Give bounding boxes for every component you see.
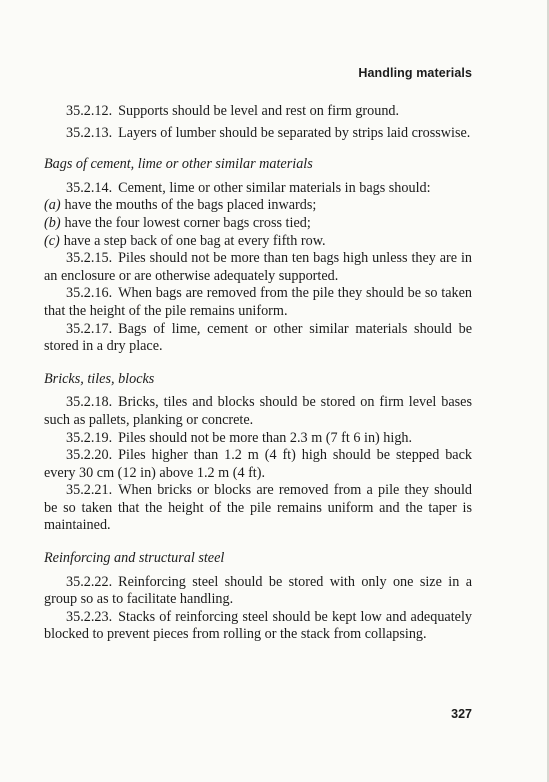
paragraph-number: 35.2.21. [66, 482, 113, 499]
section-heading-steel: Reinforcing and structural steel [44, 550, 225, 567]
paragraph-number: 35.2.18. [66, 394, 113, 411]
paragraph-35-2-21 [44, 482, 472, 535]
paragraph-35-2-15 [44, 250, 472, 285]
paragraph-35-2-13 [44, 125, 472, 143]
list-item-label: (c) [44, 232, 60, 249]
section-heading-bags: Bags of cement, lime or other similar materials [44, 156, 313, 173]
paragraph-number: 35.2.15. [66, 250, 113, 267]
list-item-text: have the mouths of the bags placed inwards; [64, 197, 317, 214]
running-header: Handling materials [358, 66, 472, 80]
paragraph-number: 35.2.12. [66, 103, 113, 119]
list-item-text: have a step back of one bag at every fifth row. [63, 232, 326, 249]
paragraph-35-2-17 [44, 321, 472, 356]
paragraph-number: 35.2.17. [66, 320, 113, 337]
paragraph-text: Cement, lime or other similar materials in bags should: [118, 179, 431, 196]
list-item-b [44, 215, 472, 233]
paragraph-35-2-12 [44, 103, 472, 121]
paragraph-text: When bricks or blocks are removed from a pile they should be so taken that the height of the pile remains uniform and the taper is maintained. [44, 482, 472, 534]
book-page [44, 0, 472, 782]
paragraph-text: Stacks of reinforcing steel should be kept low and adequately blocked to prevent pieces from rolling or the stack from collapsing. [44, 608, 472, 643]
paragraph-35-2-18 [44, 394, 472, 429]
list-item-text: have the four lowest corner bags cross tied; [64, 214, 311, 231]
paragraph-number: 35.2.14. [66, 179, 113, 196]
paragraph-text: Bricks, tiles and blocks should be stored on firm level bases such as pallets, planking or concrete. [44, 394, 472, 428]
paragraph-text: Layers of lumber should be separated by strips laid crosswise. [118, 124, 471, 141]
section-heading-bricks: Bricks, tiles, blocks [44, 370, 155, 387]
paragraph-number: 35.2.20. [66, 447, 113, 464]
paragraph-text: When bags are removed from the pile they should be so taken that the height of the pile remains uniform. [44, 285, 472, 319]
paragraph-text: Piles should not be more than 2.3 m (7 ft 6 in) high. [118, 429, 413, 446]
paragraph-35-2-19 [44, 430, 472, 448]
list-item-a [44, 197, 472, 215]
list-item-label: (a) [44, 197, 61, 214]
paragraph-35-2-16 [44, 285, 472, 320]
paragraph-text: Reinforcing steel should be stored with only one size in a group so as to facilitate handling. [44, 573, 472, 608]
paragraph-number: 35.2.16. [66, 285, 113, 302]
page-number: 327 [451, 707, 472, 721]
paragraph-text: Supports should be level and rest on firm ground. [118, 103, 400, 119]
list-item-c [44, 233, 472, 251]
paragraph-text: Piles should not be more than ten bags high unless they are in an enclosure or are otherwise adequately supported. [44, 250, 472, 284]
paragraph-number: 35.2.22. [66, 573, 113, 590]
paragraph-35-2-22 [44, 574, 472, 609]
page-body [44, 103, 472, 644]
list-item-label: (b) [44, 214, 61, 231]
paragraph-text: Piles higher than 1.2 m (4 ft) high should be stepped back every 30 cm (12 in) above 1.2 m (4 ft). [44, 447, 472, 481]
paragraph-number: 35.2.19. [66, 429, 113, 446]
paragraph-35-2-14 [44, 180, 472, 198]
paragraph-35-2-23 [44, 609, 472, 644]
paragraph-number: 35.2.13. [66, 124, 113, 141]
paragraph-text: Bags of lime, cement or other similar materials should be stored in a dry place. [44, 320, 472, 355]
paragraph-number: 35.2.23. [66, 608, 113, 625]
paragraph-35-2-20 [44, 447, 472, 482]
